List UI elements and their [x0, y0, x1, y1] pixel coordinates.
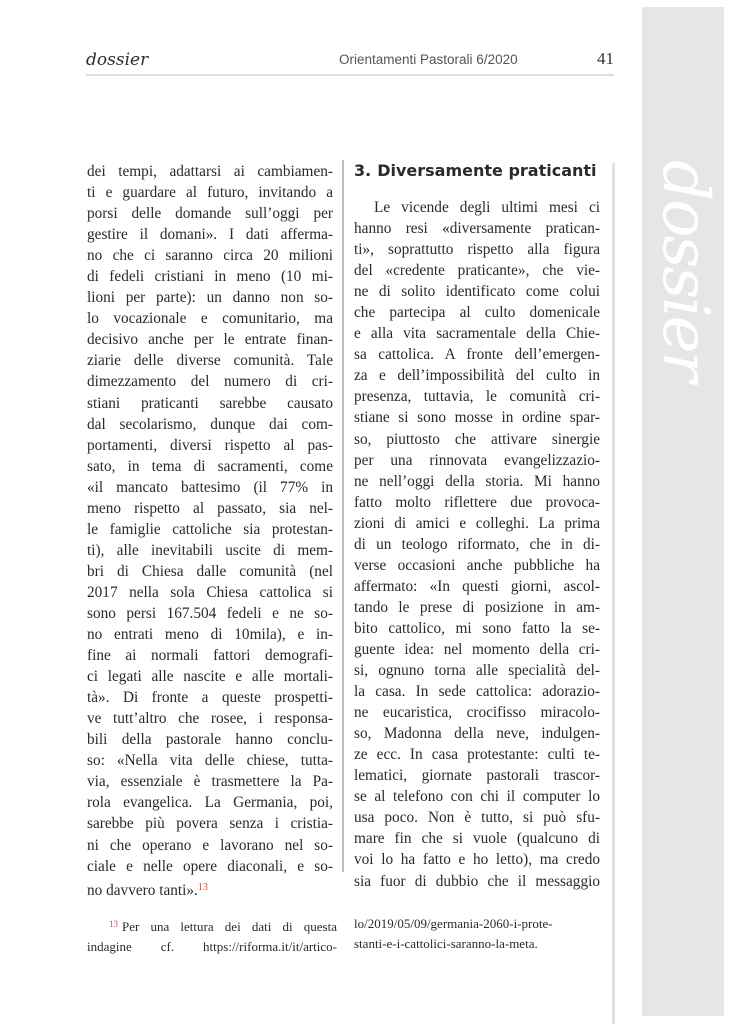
text-line: no entrati meno di 10mila), e in- — [87, 626, 333, 644]
right-column — [354, 161, 600, 892]
text-line: decisivo anche per le entrate finan- — [87, 331, 333, 349]
text-line: ti), alle inevitabili uscite di mem- — [87, 541, 333, 559]
text-line: fatto molto riflettere due provoca- — [354, 493, 600, 511]
text-line: lematici, giornate pastorali trascor- — [354, 767, 600, 785]
text-line: dal secolarismo, dunque dai com- — [87, 415, 333, 433]
text-line: guente idea: nel momento della cri- — [354, 640, 600, 658]
text-line: che partecipa al culto domenicale — [354, 304, 600, 322]
text-line: usa poco. Non è tutto, si può sfu- — [354, 809, 600, 827]
text-line: portamenti, diversi rispetto al pas- — [87, 436, 333, 454]
footnote-text: Per una lettura dei dati di questa — [122, 919, 337, 934]
text-line: no che ci saranno circa 20 milioni — [87, 247, 333, 265]
text-line: ziarie delle diverse comunità. Tale — [87, 352, 333, 370]
text-line: per una rinnovata evangelizzazio- — [354, 451, 600, 469]
text-line: ti e guardare al futuro, invitando a — [87, 184, 333, 202]
text-line — [87, 877, 333, 901]
left-column — [87, 161, 333, 901]
text-line: sia fuor di dubbio che il messaggio — [354, 872, 600, 890]
text-line-content: no davvero tanti». — [87, 881, 198, 899]
text-line: indagine cf. https://riforma.it/it/artico- — [87, 939, 337, 954]
text-line: di un teologo riformato, che in di- — [354, 535, 600, 553]
text-line: e alla vita sacramentale della Chie- — [354, 325, 600, 343]
text-line: 2017 nella sola Chiesa cattolica si — [87, 583, 333, 601]
text-line: bili della pastorale hanno conclu- — [87, 731, 333, 749]
text-line: rola evangelica. La Germania, poi, — [87, 794, 333, 812]
section-number: 3. — [354, 161, 372, 180]
text-line: bito cattolico, mi sono fatto la se- — [354, 619, 600, 637]
section-title: Diversamente praticanti — [377, 161, 597, 180]
text-line: so, piuttosto che attivare sinergie — [354, 430, 600, 448]
text-line: sa cattolica. A fronte dell’emergen- — [354, 346, 600, 364]
text-line: si, ognuno torna alle specialità del- — [354, 662, 600, 680]
text-line: via, essenziale è trasmettere la Pa- — [87, 773, 333, 791]
text-line: ve tutt’altro che rosee, i responsa- — [87, 710, 333, 728]
text-line: meno rispetto al passato, sia nel- — [87, 499, 333, 517]
text-line: ni che operano e lavorano nel so- — [87, 836, 333, 854]
text-line: porsi delle domande sull’oggi per — [87, 205, 333, 223]
running-header — [86, 48, 614, 76]
right-column-body — [354, 197, 600, 892]
text-line: hanno resi «diversamente pratican- — [354, 220, 600, 238]
text-line: tà». Di fronte a queste prospetti- — [87, 689, 333, 707]
side-tab-label: dossier — [648, 160, 722, 381]
text-line: so, Madonna della neve, indulgen- — [354, 725, 600, 743]
text-line: del «credente praticante», che vie- — [354, 262, 600, 280]
text-line: sono persi 167.504 fedeli e ne so- — [87, 604, 333, 622]
text-line: ti», soprattutto rispetto alla figura — [354, 241, 600, 259]
page-edge-shadow — [612, 163, 615, 1024]
text-line: stiani praticanti sarebbe causato — [87, 394, 333, 412]
text-line: gestire il domani». I dati afferma- — [87, 226, 333, 244]
text-line: sarebbe più povera senza i cristia- — [87, 815, 333, 833]
text-line: stanti-e-i-cattolici-saranno-la-meta. — [354, 936, 538, 951]
text-line: fine ai normali fattori demografi- — [87, 647, 333, 665]
text-line: tando le prese di posizione in am- — [354, 598, 600, 616]
text-line: di fedeli cristiani in meno (10 mi- — [87, 268, 333, 286]
text-line: presenza, tuttavia, le comunità cri- — [354, 388, 600, 406]
text-line: la casa. In sede cattolica: adorazio- — [354, 683, 600, 701]
section-side-tab — [642, 7, 724, 1016]
text-line: affermato: «In questi giorni, ascol- — [354, 577, 600, 595]
text-line: le famiglie cattoliche sia protestan- — [87, 520, 333, 538]
text-line: se al telefono con chi il computer lo — [354, 788, 600, 806]
text-line: ne eucaristica, crocifisso miracolo- — [354, 704, 600, 722]
section-heading — [354, 161, 600, 181]
text-line: za e dell’impossibilità del culto in — [354, 367, 600, 385]
text-line: sato, in tema di sacramenti, come — [87, 457, 333, 475]
text-line: Le vicende degli ultimi mesi ci — [374, 199, 600, 216]
footnote-right — [354, 914, 600, 954]
header-brand: dossier — [86, 50, 149, 70]
text-line: lo vocazionale e comunitario, ma — [87, 310, 333, 328]
text-line — [87, 914, 337, 937]
text-line: bri di Chiesa dalle comunità (nel — [87, 562, 333, 580]
text-line: ciale e nelle opere diaconali, e so- — [87, 857, 333, 875]
text-line: dimezzamento del numero di cri- — [87, 373, 333, 391]
text-line: voi lo ha fatto e ho letto), ma credo — [354, 851, 600, 869]
text-line: lo/2019/05/09/germania-2060-i-prote- — [354, 916, 553, 931]
text-line: ze ecc. In casa protestante: culti te- — [354, 746, 600, 764]
text-line: «il mancato battesimo (il 77% in — [87, 478, 333, 496]
footnote-left — [87, 914, 337, 957]
text-line: ci legati alle nascite e alle mortali- — [87, 668, 333, 686]
text-line: lioni per parte): un danno non so- — [87, 289, 333, 307]
text-line: mare fin che si vuole (qualcuno di — [354, 830, 600, 848]
text-line: ne di solito identificato come colui — [354, 283, 600, 301]
text-line: verse occasioni anche pubbliche ha — [354, 556, 600, 574]
footnote-reference[interactable]: 13 — [197, 881, 208, 893]
text-line: so: «Nella vita delle chiese, tutta- — [87, 752, 333, 770]
text-line: dei tempi, adattarsi ai cambiamen- — [87, 163, 333, 180]
column-divider — [342, 160, 344, 872]
text-line: stiane si sono mosse in ordine spar- — [354, 409, 600, 427]
page-number: 41 — [597, 49, 614, 68]
text-line: ne nell’oggi della storia. Mi hanno — [354, 472, 600, 490]
footnote-number: 13 — [109, 919, 118, 929]
text-line: zioni di amici e colleghi. La prima — [354, 514, 600, 532]
header-journal-title: Orientamenti Pastorali 6/2020 — [339, 52, 518, 67]
